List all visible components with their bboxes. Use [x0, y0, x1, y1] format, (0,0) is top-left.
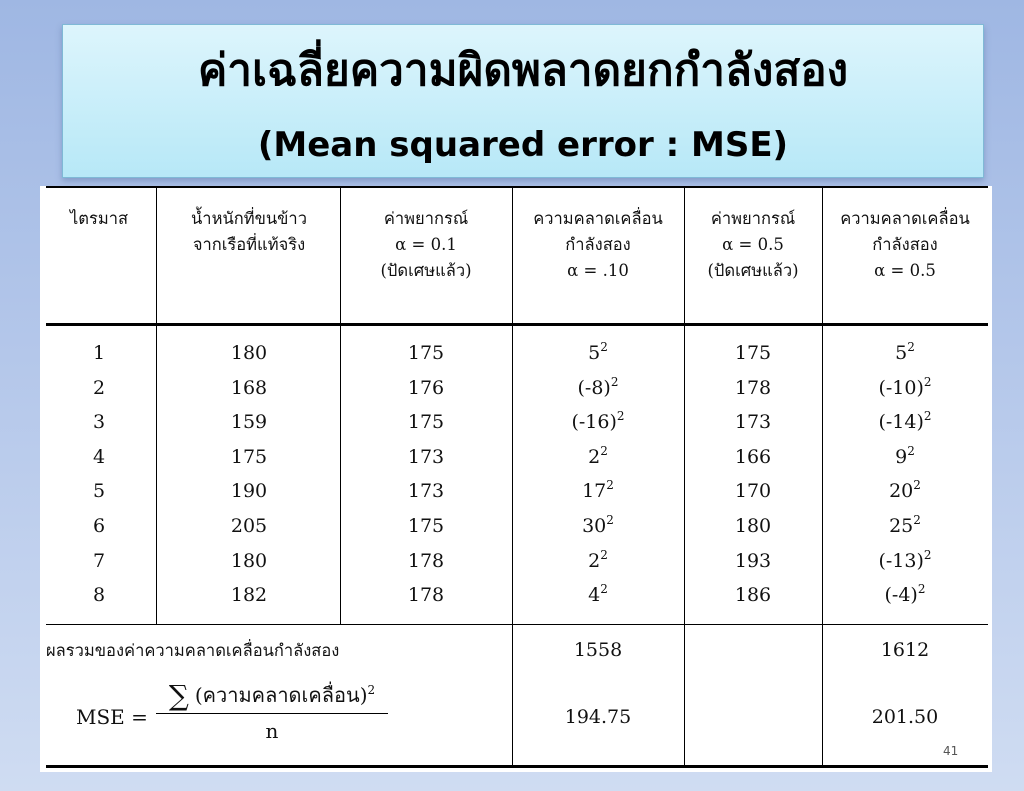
mse-formula — [156, 680, 388, 744]
error-exponent: 2 — [913, 478, 921, 493]
mse-label: MSE = — [76, 705, 148, 729]
column-forecast-alpha-05 — [684, 336, 822, 613]
slide-title-thai: ค่าเฉลี่ยความผิดพลาดยกกำลังสอง — [197, 45, 849, 96]
forecast-alpha-01-cell: 175 — [407, 411, 445, 434]
actual-weight-cell: 180 — [230, 342, 268, 364]
forecast-alpha-05-cell: 178 — [734, 376, 772, 399]
squared-error-alpha-05-cell — [822, 578, 988, 613]
slide-title-box — [62, 24, 984, 178]
squared-error-alpha-01-cell — [512, 371, 684, 406]
table-sum-rule — [46, 624, 988, 625]
squared-error-alpha-01-cell — [512, 509, 684, 544]
actual-weight-cell: 159 — [230, 411, 268, 434]
error-exponent: 2 — [606, 512, 614, 527]
column-quarter — [40, 336, 158, 613]
squared-error-alpha-05-cell — [822, 371, 988, 406]
quarter-cell: 1 — [92, 342, 106, 364]
error-base: (-8) — [577, 376, 611, 399]
error-base: 20 — [889, 480, 914, 503]
error-exponent: 2 — [923, 547, 932, 562]
mse-table — [40, 186, 992, 772]
error-base: (-14) — [878, 411, 924, 434]
header-forecast-alpha-01: ค่าพยากรณ์ α = 0.1 (ปัดเศษแล้ว) — [380, 209, 472, 280]
actual-weight-cell: 205 — [230, 514, 268, 537]
mse-formula-denominator: n — [265, 719, 279, 743]
quarter-cell: 6 — [92, 514, 106, 537]
forecast-alpha-01-cell: 175 — [407, 342, 445, 364]
forecast-alpha-05-cell: 166 — [734, 445, 772, 468]
table-top-rule — [46, 186, 988, 188]
quarter-cell: 5 — [92, 480, 106, 503]
quarter-cell: 4 — [92, 445, 106, 468]
squared-error-alpha-01-cell — [512, 405, 684, 440]
error-base: 4 — [588, 584, 601, 607]
error-base: 9 — [895, 445, 908, 468]
quarter-cell: 3 — [92, 411, 106, 434]
forecast-alpha-05-cell: 173 — [734, 411, 772, 434]
error-base: 5 — [895, 342, 908, 364]
error-exponent: 2 — [600, 340, 608, 354]
forecast-alpha-01-cell: 173 — [407, 480, 445, 503]
squared-error-alpha-05-cell — [822, 405, 988, 440]
error-exponent: 2 — [600, 547, 608, 562]
forecast-alpha-01-cell: 178 — [407, 549, 445, 572]
page-number: 41 — [943, 744, 959, 758]
actual-weight-cell: 175 — [230, 445, 268, 468]
squared-error-alpha-05-cell — [822, 474, 988, 509]
header-squared-error-alpha-01: ความคลาดเคลื่อน กำลังสอง α = .10 — [533, 209, 663, 280]
error-exponent: 2 — [913, 512, 921, 527]
error-base: (-10) — [878, 376, 924, 399]
forecast-alpha-05-cell: 175 — [734, 342, 772, 364]
table-header-rule — [46, 323, 988, 326]
mse-value-alpha-01: 194.75 — [564, 706, 632, 728]
error-exponent: 2 — [923, 409, 932, 424]
squared-error-alpha-01-cell — [512, 474, 684, 509]
sum-squared-errors-alpha-01: 1558 — [573, 639, 623, 661]
header-forecast-alpha-05: ค่าพยากรณ์ α = 0.5 (ปัดเศษแล้ว) — [707, 209, 799, 280]
forecast-alpha-05-cell: 180 — [734, 514, 772, 537]
sum-squared-errors-alpha-05: 1612 — [880, 639, 930, 661]
forecast-alpha-01-cell: 173 — [407, 445, 445, 468]
squared-error-alpha-01-cell — [512, 544, 684, 579]
error-exponent: 2 — [907, 443, 915, 458]
mse-numerator-text: (ความคลาดเคลื่อน) — [194, 683, 368, 707]
forecast-alpha-01-cell: 176 — [407, 376, 445, 399]
mse-value-alpha-05: 201.50 — [871, 706, 939, 728]
quarter-cell: 8 — [92, 584, 106, 607]
error-base: 5 — [588, 342, 601, 364]
error-exponent: 2 — [600, 443, 608, 458]
fraction-bar — [156, 713, 388, 714]
column-actual-weight — [158, 336, 340, 613]
forecast-alpha-05-cell: 193 — [734, 549, 772, 572]
slide-title-english: (Mean squared error : MSE) — [257, 125, 789, 165]
forecast-alpha-05-cell: 170 — [734, 480, 772, 503]
error-base: 30 — [582, 514, 607, 537]
forecast-alpha-01-cell: 178 — [407, 584, 445, 607]
error-exponent: 2 — [917, 582, 926, 597]
error-exponent: 2 — [610, 374, 619, 389]
column-forecast-alpha-01 — [340, 336, 512, 613]
squared-error-alpha-05-cell — [822, 336, 988, 371]
error-exponent: 2 — [606, 478, 614, 493]
error-exponent: 2 — [923, 374, 932, 389]
table-bottom-rule — [46, 765, 988, 768]
forecast-alpha-01-cell: 175 — [407, 514, 445, 537]
mse-numerator-exponent: 2 — [367, 683, 376, 697]
actual-weight-cell: 180 — [230, 549, 268, 572]
error-base: (-13) — [878, 549, 924, 572]
error-exponent: 2 — [616, 409, 625, 424]
error-base: (-16) — [571, 411, 617, 434]
error-base: 2 — [588, 445, 601, 468]
sum-squared-errors-label: ผลรวมของค่าความคลาดเคลื่อนกำลังสอง — [46, 641, 340, 660]
header-quarter: ไตรมาส — [69, 209, 129, 228]
column-squared-error-alpha-05 — [822, 336, 988, 613]
squared-error-alpha-05-cell — [822, 544, 988, 579]
forecast-alpha-05-cell: 186 — [734, 584, 772, 607]
squared-error-alpha-01-cell — [512, 578, 684, 613]
error-base: (-4) — [884, 584, 918, 607]
error-base: 17 — [582, 480, 607, 503]
header-actual-weight: น้ำหนักที่ขนข้าว จากเรือที่แท้จริง — [191, 209, 307, 254]
header-squared-error-alpha-05: ความคลาดเคลื่อน กำลังสอง α = 0.5 — [840, 209, 970, 280]
quarter-cell: 2 — [92, 376, 106, 399]
squared-error-alpha-05-cell — [822, 440, 988, 475]
quarter-cell: 7 — [92, 549, 106, 572]
error-exponent: 2 — [907, 340, 915, 354]
squared-error-alpha-05-cell — [822, 509, 988, 544]
squared-error-alpha-01-cell — [512, 336, 684, 371]
error-base: 25 — [889, 514, 914, 537]
actual-weight-cell: 190 — [230, 480, 268, 503]
actual-weight-cell: 182 — [230, 584, 268, 607]
error-base: 2 — [588, 549, 601, 572]
actual-weight-cell: 168 — [230, 376, 268, 399]
mse-formula-numerator — [156, 680, 388, 711]
error-exponent: 2 — [600, 582, 608, 597]
column-squared-error-alpha-01 — [512, 336, 684, 613]
sigma-symbol: ∑ — [168, 679, 189, 712]
squared-error-alpha-01-cell — [512, 440, 684, 475]
